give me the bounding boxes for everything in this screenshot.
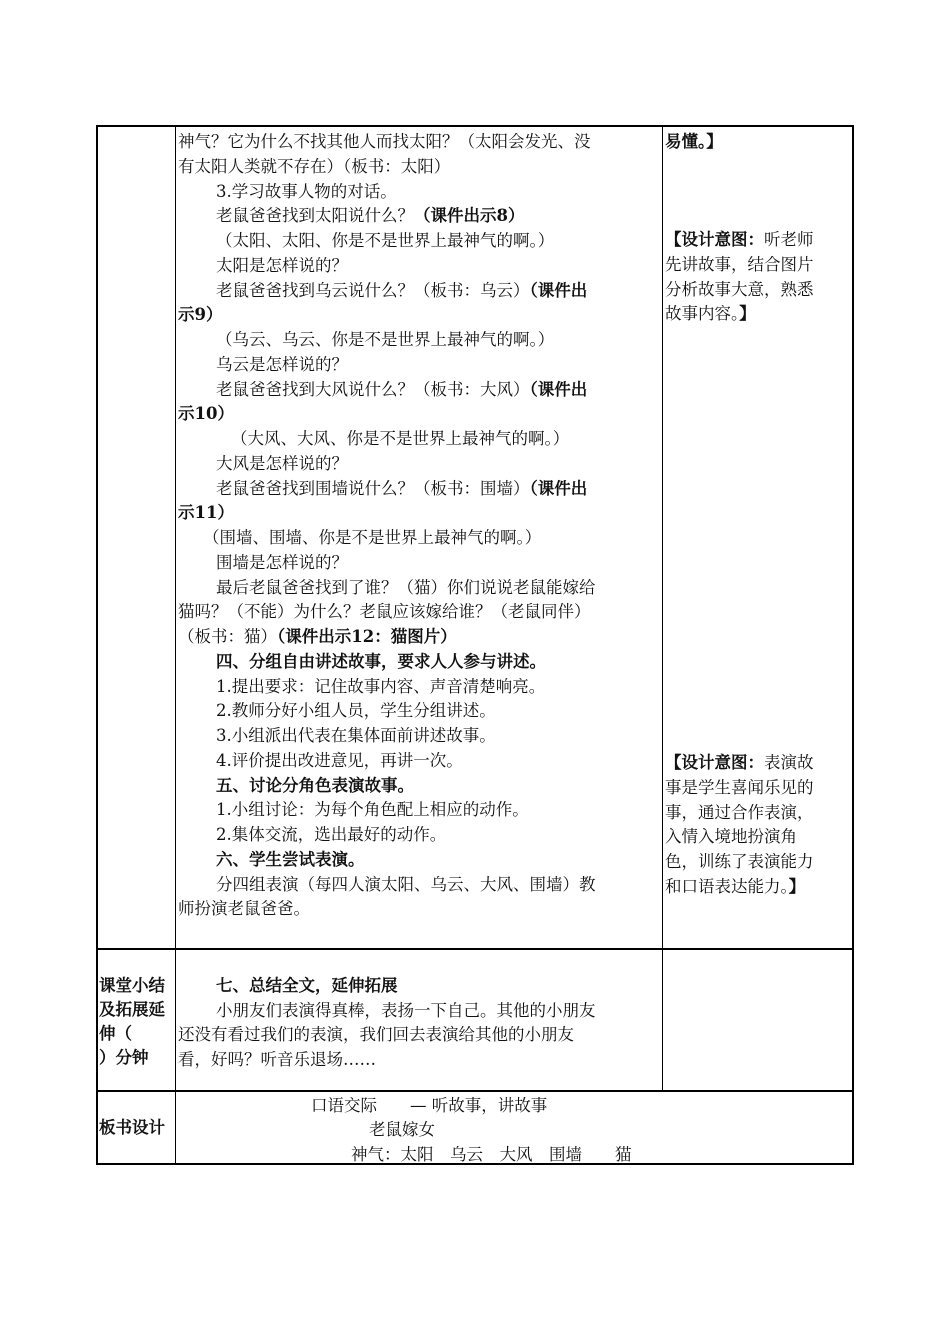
lesson-line bbox=[216, 749, 463, 773]
text-run: 看，好吗？听音乐退场…… bbox=[178, 1049, 376, 1069]
lesson-line bbox=[178, 303, 222, 327]
note-line bbox=[665, 751, 814, 775]
text-run: 有太阳人类就不存在）（板书：太阳） bbox=[178, 156, 451, 176]
lesson-line bbox=[216, 477, 587, 501]
text-run: 示11） bbox=[178, 503, 234, 523]
note-line bbox=[665, 875, 805, 899]
text-run: 最后老鼠爸爸找到了谁？（猫）你们说说老鼠能嫁给 bbox=[216, 577, 596, 597]
board-keywords: 神气：太阳 乌云 大风 围墙 猫 bbox=[351, 1145, 632, 1164]
text-run: 【设计意图： bbox=[665, 753, 764, 772]
lesson-line bbox=[231, 427, 569, 451]
text-run: 色，训练了表演能力 bbox=[665, 852, 814, 871]
lesson-line bbox=[216, 774, 414, 798]
text-run: 入情入境地扮演角 bbox=[665, 827, 797, 847]
text-run: 易懂。】 bbox=[665, 132, 723, 151]
text-run: 围墙是怎样说的？ bbox=[216, 552, 348, 572]
lesson-line bbox=[216, 378, 587, 402]
note-line bbox=[665, 776, 814, 800]
text-run: 老鼠爸爸找到乌云说什么？（板书：乌云） bbox=[216, 280, 530, 300]
lesson-line bbox=[216, 724, 496, 748]
text-run: 2.教师分好小组人员，学生分组讲述。 bbox=[216, 701, 496, 721]
lesson-line bbox=[216, 823, 446, 847]
text-run: 1.提出要求：记住故事内容、声音清楚响亮。 bbox=[216, 676, 546, 696]
text-run: 表演故 bbox=[764, 753, 814, 772]
text-run: 1.小组讨论：为每个角色配上相应的动作。 bbox=[216, 800, 529, 820]
lesson-line bbox=[203, 526, 541, 550]
board-title: 口语交际 — 听故事，讲故事 bbox=[311, 1096, 548, 1115]
text-run: （乌云、乌云、你是不是世界上最神气的啊。） bbox=[216, 330, 555, 349]
text-run: （课件出 bbox=[529, 379, 588, 399]
lesson-plan-table bbox=[96, 125, 854, 1165]
lesson-line bbox=[178, 897, 310, 921]
text-run: 】 bbox=[739, 304, 756, 324]
summary-label-line: 课堂小结 bbox=[99, 976, 165, 995]
text-run: 神气？它为什么不找其他人而找太阳？（太阳会发光、没 bbox=[178, 132, 591, 151]
note-line bbox=[665, 302, 756, 326]
lesson-line bbox=[216, 353, 348, 377]
lesson-line bbox=[216, 551, 348, 575]
text-run: （大风、大风、你是不是世界上最神气的啊。） bbox=[231, 429, 570, 448]
summary-content-cell bbox=[176, 950, 662, 1090]
summary-label-line: 及拓展延 bbox=[99, 1000, 165, 1019]
text-run: 故事内容。 bbox=[665, 304, 740, 324]
text-run: 3.学习故事人物的对话。 bbox=[216, 181, 397, 201]
board-content-cell bbox=[176, 1092, 852, 1163]
note-line bbox=[665, 228, 814, 252]
text-run: 大风是怎样说的？ bbox=[216, 453, 348, 473]
lesson-line bbox=[216, 204, 524, 228]
board-label: 板书设计 bbox=[99, 1118, 165, 1137]
text-run: 六、学生尝试表演。 bbox=[216, 849, 365, 869]
text-run: （课件出示8） bbox=[414, 206, 525, 226]
text-run: （课件出 bbox=[529, 478, 588, 498]
summary-label-line: ）分钟 bbox=[99, 1048, 149, 1067]
text-run: 示10） bbox=[178, 404, 234, 424]
text-run: 还没有看过我们的表演，我们回去表演给其他的小朋友 bbox=[178, 1025, 574, 1044]
lesson-line bbox=[178, 402, 234, 426]
lesson-line bbox=[216, 699, 496, 723]
text-run: 听老师 bbox=[764, 230, 814, 249]
text-run: （围墙、围墙、你是不是世界上最神气的啊。） bbox=[203, 528, 542, 547]
text-run: 猫吗？（不能）为什么？老鼠应该嫁给谁？（老鼠同伴） bbox=[178, 602, 591, 622]
lesson-line bbox=[178, 155, 450, 179]
lesson-line bbox=[216, 328, 554, 352]
board-label-cell bbox=[98, 1092, 175, 1163]
text-run: 示9） bbox=[178, 305, 223, 325]
text-run: 老鼠爸爸找到围墙说什么？（板书：围墙） bbox=[216, 478, 530, 498]
text-run: 2.集体交流，选出最好的动作。 bbox=[216, 825, 447, 844]
summary-line bbox=[216, 999, 596, 1023]
text-run: 事，通过合作表演， bbox=[665, 802, 814, 822]
lesson-line bbox=[178, 501, 234, 525]
text-run: 四、分组自由讲述故事，要求人人参与讲述。 bbox=[216, 651, 546, 671]
lesson-line bbox=[216, 254, 348, 278]
summary-label-cell bbox=[98, 950, 175, 1090]
text-run: 事是学生喜闻乐见的 bbox=[665, 777, 814, 797]
lesson-line bbox=[216, 452, 348, 476]
lesson-line bbox=[216, 650, 546, 674]
text-run: 先讲故事，结合图片 bbox=[665, 254, 814, 274]
text-run: 老鼠爸爸找到大风说什么？（板书：大风） bbox=[216, 379, 530, 399]
note-line bbox=[665, 825, 797, 849]
summary-line bbox=[178, 1048, 376, 1072]
lesson-line bbox=[216, 675, 545, 699]
process-content-cell bbox=[176, 127, 662, 948]
note-line bbox=[665, 253, 814, 277]
summary-line bbox=[216, 974, 398, 998]
text-run: 和口语表达能力。 bbox=[665, 876, 789, 896]
text-run: 师扮演老鼠爸爸。 bbox=[178, 899, 310, 919]
text-run: （课件出示12：猫图片） bbox=[277, 627, 457, 646]
lesson-line bbox=[216, 576, 596, 600]
text-run: 太阳是怎样说的？ bbox=[216, 255, 348, 275]
note-line bbox=[665, 278, 814, 302]
text-run: 五、讨论分角色表演故事。 bbox=[216, 775, 414, 795]
lesson-line bbox=[216, 229, 554, 253]
summary-label bbox=[99, 974, 165, 1070]
text-run: 乌云是怎样说的？ bbox=[216, 354, 348, 374]
text-run: 分四组表演（每四人演太阳、乌云、大风、围墙）教 bbox=[216, 874, 596, 894]
lesson-line bbox=[216, 180, 397, 204]
lesson-line bbox=[216, 848, 365, 872]
note-line bbox=[665, 801, 814, 825]
text-run: 】 bbox=[788, 876, 806, 896]
lesson-line bbox=[216, 873, 596, 897]
summary-label-line: 伸（ bbox=[99, 1024, 132, 1043]
note-line bbox=[665, 130, 723, 154]
text-run: （课件出 bbox=[529, 280, 588, 300]
summary-line bbox=[178, 1023, 574, 1047]
board-story-title: 老鼠嫁女 bbox=[369, 1120, 435, 1139]
text-run: 小朋友们表演得真棒，表扬一下自己。其他的小朋友 bbox=[216, 1000, 596, 1020]
lesson-line bbox=[178, 625, 457, 649]
note-line bbox=[665, 850, 814, 874]
text-run: 3.小组派出代表在集体面前讲述故事。 bbox=[216, 726, 496, 745]
text-run: 老鼠爸爸找到太阳说什么？ bbox=[216, 206, 414, 226]
lesson-line bbox=[178, 130, 591, 154]
text-run: 【设计意图： bbox=[665, 230, 764, 249]
design-notes-cell bbox=[663, 127, 852, 948]
lesson-line bbox=[216, 798, 529, 822]
text-run: 七、总结全文，延伸拓展 bbox=[216, 976, 398, 995]
text-run: 分析故事大意，熟悉 bbox=[665, 279, 814, 299]
lesson-line bbox=[216, 279, 587, 303]
text-run: （太阳、太阳、你是不是世界上最神气的啊。） bbox=[216, 231, 555, 250]
lesson-line bbox=[178, 600, 591, 624]
text-run: 4.评价提出改进意见，再讲一次。 bbox=[216, 750, 463, 770]
text-run: （板书：猫） bbox=[178, 627, 277, 646]
